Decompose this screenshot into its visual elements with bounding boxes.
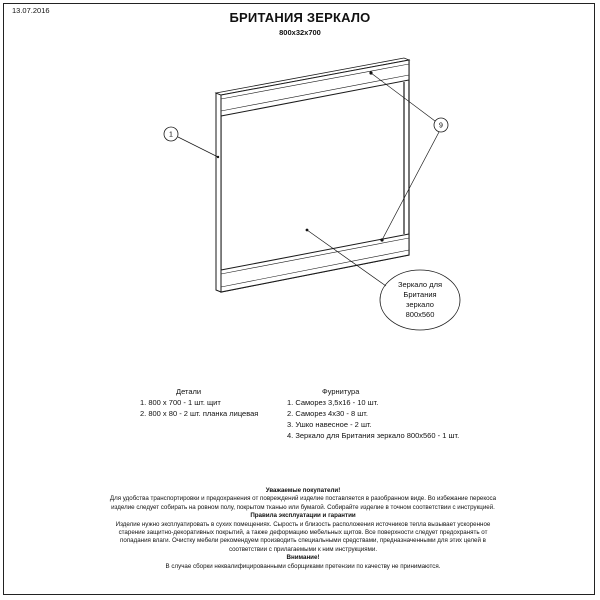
- parts-item: 1. 800 x 700 - 1 шт. щит: [140, 398, 221, 407]
- callout-9-label: 9: [439, 122, 443, 130]
- parts-item: 2. 800 x 80 - 2 шт. планка лицевая: [140, 409, 259, 418]
- product-dimensions: 800x32x700: [279, 28, 321, 37]
- mirror-label-line: Британия: [403, 290, 437, 299]
- parts-heading: Детали: [176, 387, 202, 396]
- mirror-label: [384, 274, 456, 326]
- mirror-label-line: Зеркало для: [397, 280, 443, 289]
- page-title: БРИТАНИЯ ЗЕРКАЛО: [229, 10, 371, 25]
- notes-attention-heading: Внимание!: [286, 554, 320, 562]
- mirror-panel-edge: [216, 93, 221, 292]
- customer-notes: [108, 487, 498, 571]
- mirror-label-line: 800x560: [405, 310, 435, 319]
- fittings-item: 1. Саморез 3,5x16 - 10 шт.: [287, 398, 379, 407]
- fittings-item: 4. Зеркало для Британия зеркало 800x560 - 1 шт.: [287, 431, 460, 440]
- fittings-list: [287, 386, 459, 441]
- mirror-label-line: зеркало: [406, 300, 434, 309]
- notes-rules-heading: Правила эксплуатации и гарантии: [250, 512, 356, 520]
- notes-greeting: Уважаемые покупатели!: [265, 487, 341, 494]
- fittings-item: 2. Саморез 4x30 - 8 шт.: [287, 409, 368, 418]
- callout-1-label: 1: [169, 131, 173, 139]
- notes-rules-text: Изделие нужно эксплуатировать в сухих помещениях. Сырость и близость расположения источников тепла вызывает ускоренное старение защитно-декоративных покрытий, а также деформацию мебельных щитов. Все поверхности следует предохранять от попадания влаги. Очистку мебели рекомендуем производить специальными средствами, предназначенными для этих целей в соответствии с прилагаемыми к ним инструкциями.: [115, 520, 491, 553]
- parts-list: [140, 386, 258, 419]
- notes-greeting-text: Для удобства транспортировки и предохранения от повреждений изделие поставляется в разобранном виде. Во избежание перекоса изделие следует собирать на ровном полу, покрытом тканью или бумагой. Собирайте изделие в точном соответствии с инструкцией.: [109, 495, 497, 511]
- drawing-date: 13.07.2016: [12, 6, 50, 15]
- fittings-item: 3. Ушко навесное - 2 шт.: [287, 420, 372, 429]
- notes-attention-text: В случае сборки неквалифицированными сборщиками претензии по качеству не принимаются.: [165, 562, 441, 570]
- fittings-heading: Фурнитура: [322, 387, 360, 396]
